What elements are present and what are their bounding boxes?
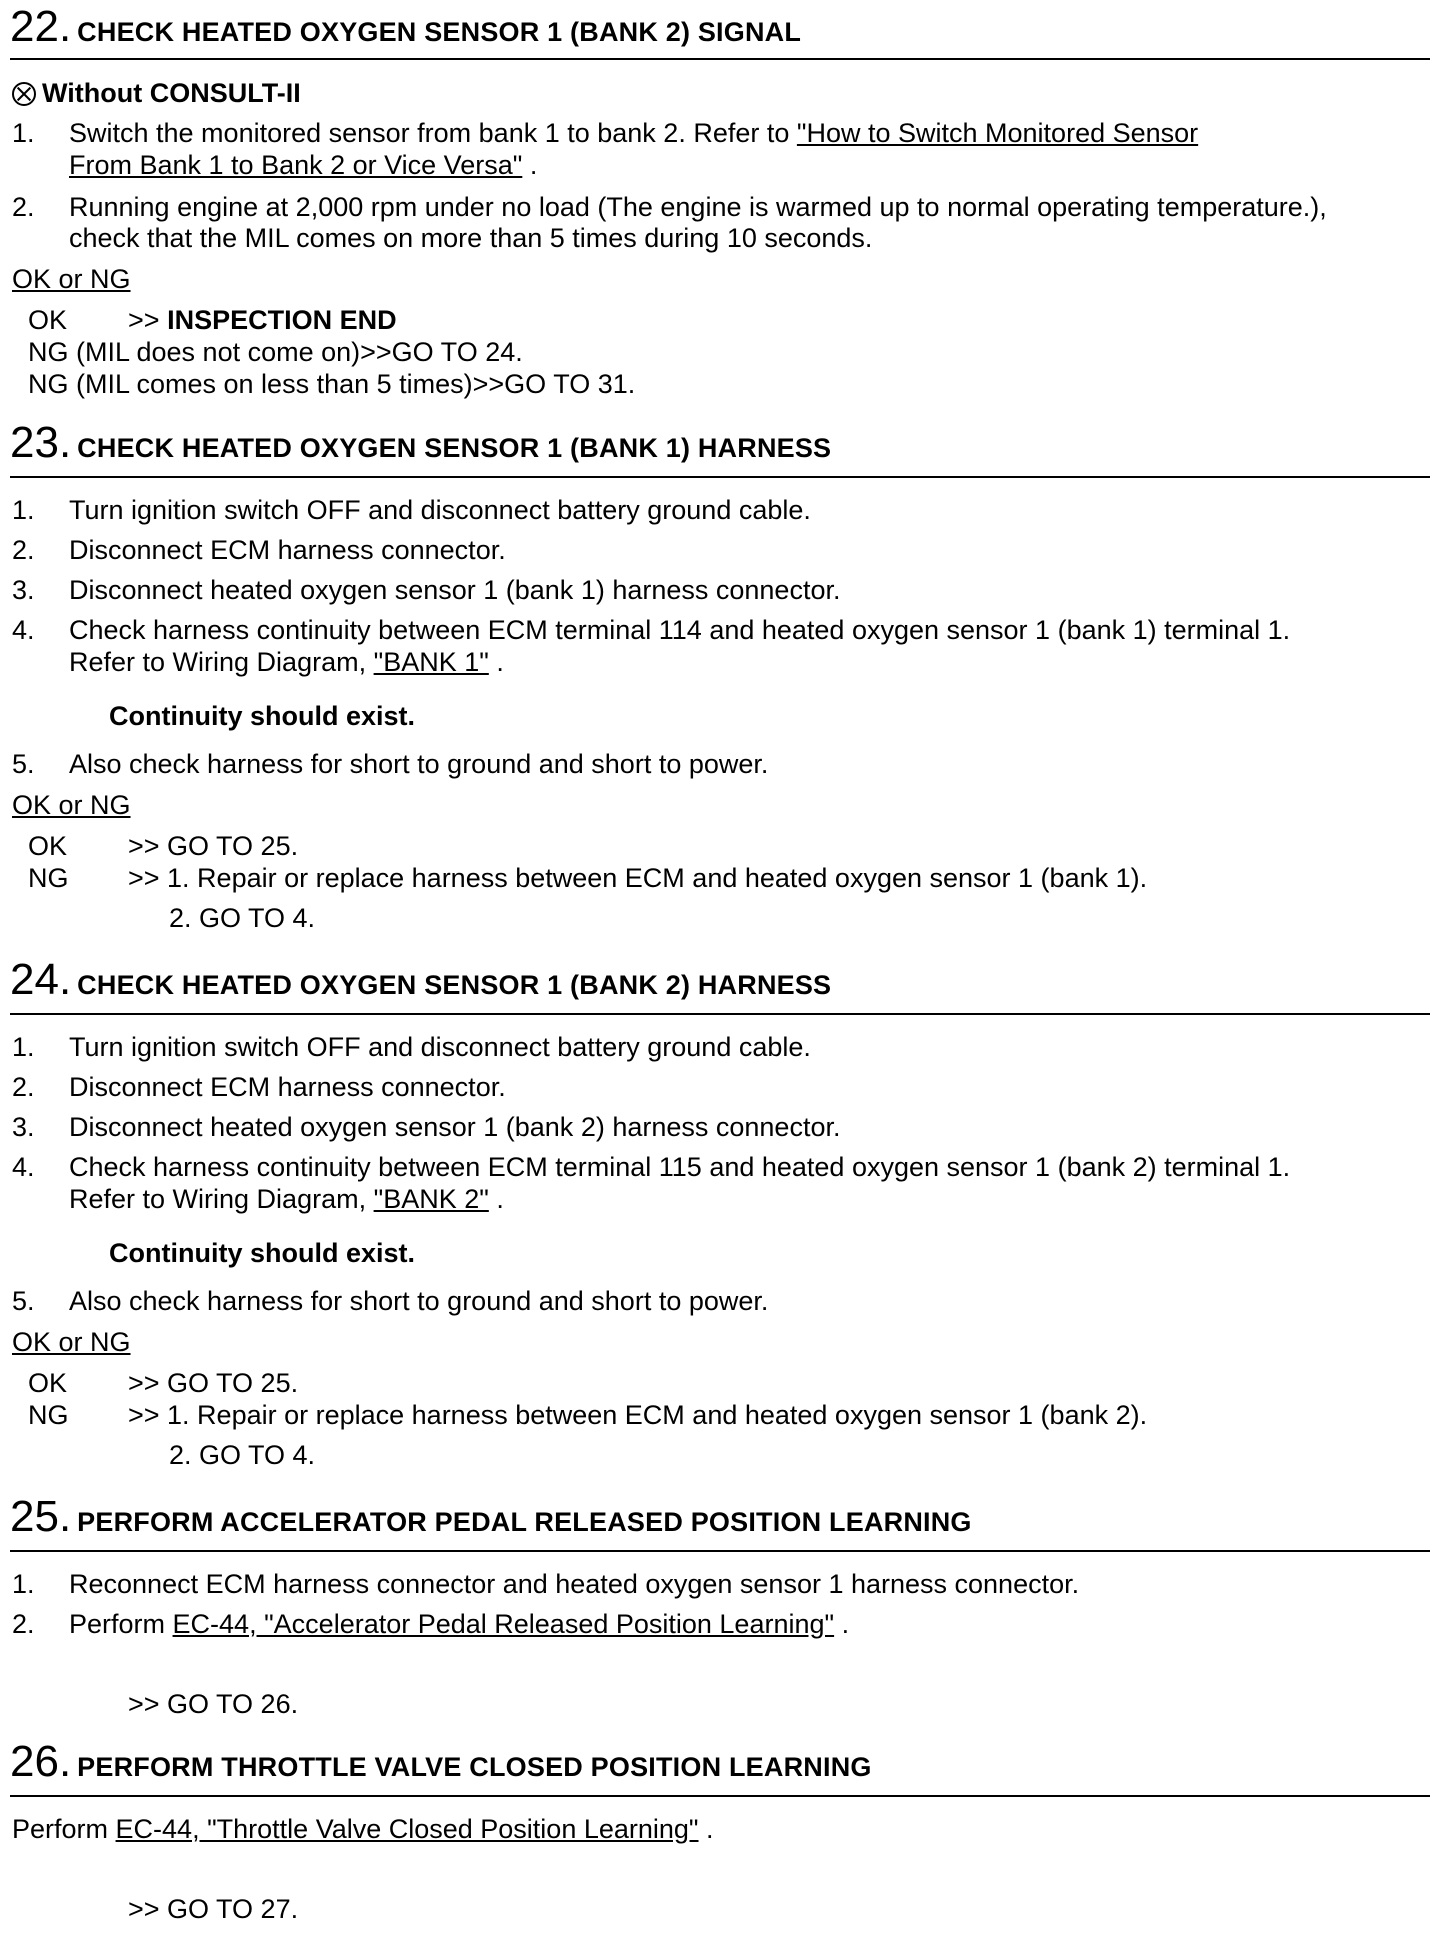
link-bank-2[interactable]: "BANK 2" xyxy=(373,1184,489,1214)
section-number: 23. xyxy=(10,418,72,467)
section-number: 25. xyxy=(10,1492,72,1541)
section-23-heading xyxy=(10,418,831,468)
section-number: 24. xyxy=(10,955,72,1004)
link-bank-1[interactable]: "BANK 1" xyxy=(373,647,489,677)
link-throttle-learning[interactable]: EC-44, "Throttle Valve Closed Position Learning" xyxy=(115,1814,699,1844)
divider xyxy=(10,476,1430,478)
divider xyxy=(10,58,1430,60)
step-perform: Perform EC-44, "Throttle Valve Closed Position Learning" . xyxy=(12,1814,714,1844)
link-accelerator-learning[interactable]: EC-44, "Accelerator Pedal Released Position Learning" xyxy=(172,1609,835,1639)
link-switch-sensor[interactable]: "How to Switch Monitored Sensor xyxy=(796,118,1199,148)
section-26-heading xyxy=(10,1737,872,1787)
manual-page: 22. CHECK HEATED OXYGEN SENSOR 1 (BANK 2) SIGNAL Without CONSULT-II 1. Switch the monitored sensor from bank 1 to bank 2. Refer to "How to Switch Monitored Sensor From Bank 1 to Bank 2 or Vice Versa" . 2. Running engine at 2,000 rpm under no load (The engine is warmed up to normal operating temperature.), check that the MIL comes on more than 5 times during 10 seconds. OK or NG OK >> INSPECTION END NG (MIL does not come on)>>GO TO 24. NG (MIL comes on less than 5 times)>>GO TO 31. 23. CHECK HEATED OXYGEN SENSOR 1 (BANK 1) HARNESS 1. Turn ignition switch OFF and disconnect battery ground cable. 2. Disconnect ECM harness connector. 3. Disconnect heated oxygen sensor 1 (bank 1) harness connector. 4. Check harness continuity between ECM terminal 114 and heated oxygen sensor 1 (bank 1) terminal 1. Refer to Wiring Diagram, "BANK 1" . Continuity should exist. 5. Also check harness for short to ground and short to power. OK or NG OK >> GO TO 25. NG >> 1. Repair or replace harness between ECM and heated oxygen sensor 1 (bank 1). 2. GO TO 4. 24. CHECK HEATED OXYGEN SENSOR 1 (BANK 2) HARNESS 1. Turn ignition switch OFF and disconnect battery ground cable. 2. Disconnect ECM harness connector. 3. Disconnect heated oxygen sensor 1 (bank 2) harness connector. 4. Check harness continuity between ECM terminal 115 and heated oxygen sensor 1 (bank 2) terminal 1. Refer to Wiring Diagram, "BANK 2" . Continuity should exist. 5. Also check harness for short to ground and short to power. OK or NG OK >> GO TO 25. NG >> 1. Repair or replace harness between ECM and heated oxygen sensor 1 (bank 2). 2. GO TO 4. 25. PERFORM ACCELERATOR PEDAL RELEASED POSITION LEARNING 1. Reconnect ECM harness connector and heated oxygen sensor 1 harness connector. 2. Perform EC-44, "Accelerator Pedal Released Position Learning" . >> GO TO 26. 26. PERFORM THROTTLE VALVE CLOSED POSITION LEARNING Perform EC-44, "Throttle Valve Closed Position Learning" . >> GO TO 27. xyxy=(0,0,1440,1940)
divider xyxy=(10,1013,1430,1015)
continuity-note: Continuity should exist. xyxy=(109,701,416,731)
result-ng-1: NG (MIL does not come on)>>GO TO 24. xyxy=(28,337,523,367)
section-title: PERFORM THROTTLE VALVE CLOSED POSITION LEARNING xyxy=(77,1752,872,1782)
result-ng-step-2: 2. GO TO 4. xyxy=(169,903,316,933)
section-number: 26. xyxy=(10,1737,72,1786)
section-title: CHECK HEATED OXYGEN SENSOR 1 (BANK 1) HARNESS xyxy=(77,433,832,463)
divider xyxy=(10,1795,1430,1797)
section-25-heading xyxy=(10,1492,972,1542)
section-title: CHECK HEATED OXYGEN SENSOR 1 (BANK 2) HARNESS xyxy=(77,970,832,1000)
mode-label: Without CONSULT-II xyxy=(12,77,301,109)
ok-or-ng-label: OK or NG xyxy=(12,264,131,294)
section-24-heading xyxy=(10,955,831,1005)
result-ng-2: NG (MIL comes on less than 5 times)>>GO TO 31. xyxy=(28,369,636,399)
section-22-heading xyxy=(10,2,801,52)
divider xyxy=(10,1550,1430,1552)
continuity-note: Continuity should exist. xyxy=(109,1238,416,1268)
no-consult-icon xyxy=(12,82,36,106)
result-ng-step-2: 2. GO TO 4. xyxy=(169,1440,316,1470)
ok-or-ng-label: OK or NG xyxy=(12,1327,131,1357)
link-switch-sensor-2[interactable]: From Bank 1 to Bank 2 or Vice Versa" xyxy=(69,150,523,180)
goto-next: >> GO TO 26. xyxy=(128,1689,299,1719)
section-number: 22. xyxy=(10,2,72,51)
section-title: CHECK HEATED OXYGEN SENSOR 1 (BANK 2) SIGNAL xyxy=(77,17,802,47)
ok-or-ng-label: OK or NG xyxy=(12,790,131,820)
section-title: PERFORM ACCELERATOR PEDAL RELEASED POSITION LEARNING xyxy=(77,1507,972,1537)
goto-next: >> GO TO 27. xyxy=(128,1894,299,1924)
